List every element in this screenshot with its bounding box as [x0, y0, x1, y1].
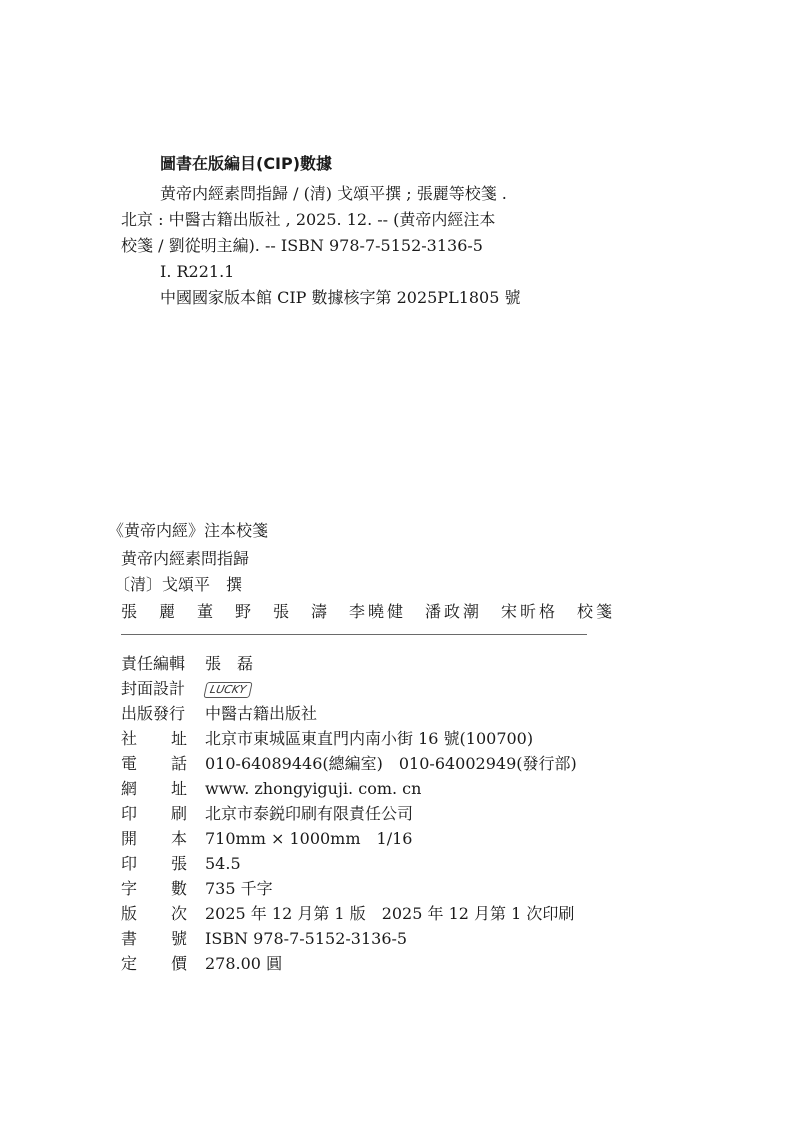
colophon-label-b: 址 [170, 779, 187, 798]
cip-heading: 圖書在版編目(CIP)數據 [160, 154, 333, 173]
colophon-label-b: 刷 [170, 804, 187, 823]
colophon-label-a: 網 [121, 779, 138, 798]
colophon-label-b: 本 [170, 829, 187, 848]
cip-line-title: 黄帝内經素問指歸 / (清) 戈頌平撰 ; 張麗等校箋 . [160, 184, 507, 203]
colophon-label-a: 印 [121, 804, 138, 823]
cip-line-publisher: 北京 : 中醫古籍出版社 , 2025. 12. -- (黄帝内經注本 [121, 210, 496, 229]
book-editors: 張 麗 董 野 張 濤 李曉健 潘政潮 宋昕格 校箋 [121, 602, 616, 621]
colophon-label-b: 號 [170, 929, 187, 948]
colophon-label: 封面設計 [121, 679, 186, 698]
colophon-value: www. zhongyiguji. com. cn [205, 779, 422, 798]
cip-line-series: 校箋 / 劉從明主編). -- ISBN 978-7-5152-3136-5 [121, 236, 483, 255]
cip-line-record: 中國國家版本館 CIP 數據核字第 2025PL1805 號 [160, 288, 521, 307]
colophon-label-a: 社 [121, 729, 138, 748]
colophon-label-b: 張 [170, 854, 187, 873]
colophon-value: 北京市東城區東直門内南小街 16 號(100700) [205, 729, 534, 748]
divider-rule [121, 634, 587, 635]
colophon-value: 北京市泰鋭印刷有限責任公司 [205, 804, 414, 823]
colophon-label: 責任編輯 [121, 654, 186, 673]
colophon-label-a: 書 [121, 929, 138, 948]
colophon-value: ISBN 978-7-5152-3136-5 [205, 929, 408, 948]
colophon-label-a: 開 [121, 829, 138, 848]
colophon-value: 2025 年 12 月第 1 版 2025 年 12 月第 1 次印刷 [205, 904, 575, 923]
colophon-label-b: 次 [170, 904, 187, 923]
colophon-label-b: 址 [170, 729, 187, 748]
colophon-label-a: 版 [121, 904, 138, 923]
colophon-label-b: 話 [170, 754, 187, 773]
colophon-value: 010-64089446(總編室) 010-64002949(發行部) [205, 754, 577, 773]
book-series: 《黄帝内經》注本校箋 [108, 521, 269, 540]
colophon-label-a: 電 [121, 754, 138, 773]
colophon-value: 710mm × 1000mm 1/16 [205, 829, 413, 848]
colophon-label-b: 數 [170, 879, 187, 898]
book-author: 〔清〕戈頌平 撰 [114, 575, 243, 594]
colophon-label: 出版發行 [121, 704, 186, 723]
book-title: 黄帝内經素問指歸 [121, 549, 250, 568]
colophon-label-a: 字 [121, 879, 138, 898]
colophon-value: 54.5 [205, 854, 241, 873]
cip-line-classification: Ⅰ. R221.1 [160, 262, 235, 281]
colophon-value: 中醫古籍出版社 [205, 704, 318, 723]
colophon-label-b: 價 [170, 954, 187, 973]
colophon-value: 張 磊 [205, 654, 254, 673]
colophon-label-a: 印 [121, 854, 138, 873]
designer-logo: LUCKY [203, 682, 252, 698]
colophon-label-a: 定 [121, 954, 138, 973]
colophon-value: 735 千字 [205, 879, 273, 898]
colophon-value: 278.00 圓 [205, 954, 283, 973]
